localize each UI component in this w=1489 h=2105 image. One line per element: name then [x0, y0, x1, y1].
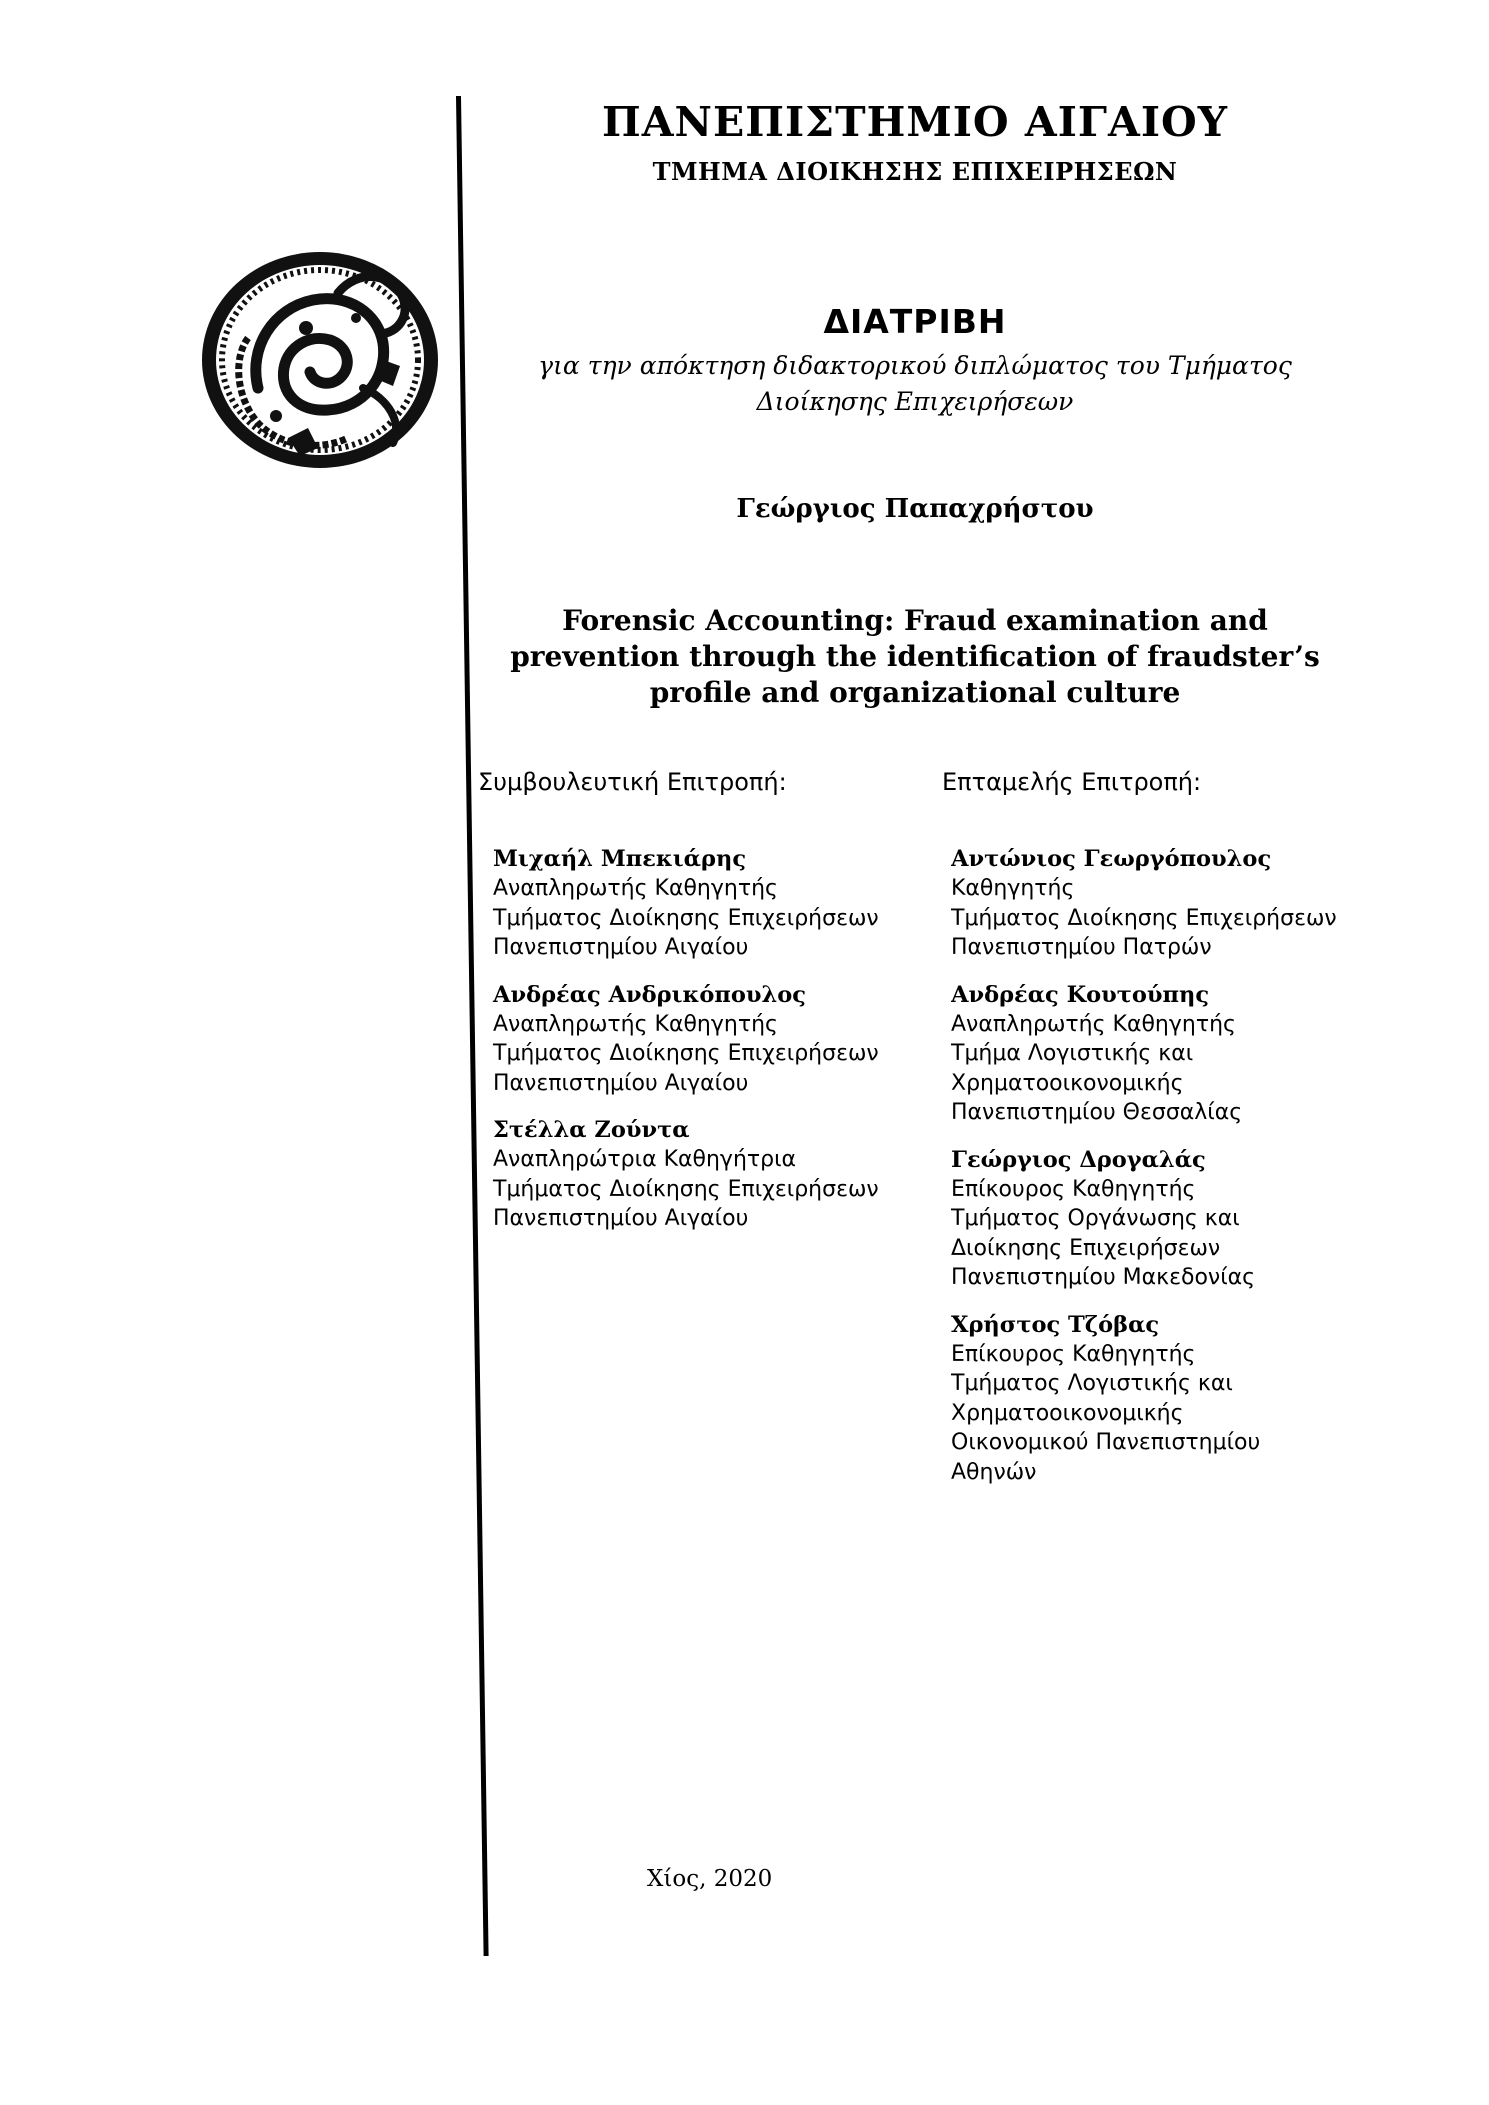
advisory-committee-list	[493, 845, 933, 1252]
member-name: Ανδρέας Κουτούπης	[951, 981, 1210, 1008]
member-title: Επίκουρος Καθηγητής	[951, 1341, 1196, 1367]
member-title: Αναπληρωτής Καθηγητής	[493, 876, 778, 901]
member-name: Αντώνιος Γεωργόπουλος	[951, 846, 1272, 872]
member-institution: Πανεπιστημίου Θεσσαλίας	[951, 1100, 1243, 1125]
author-name: Γεώργιος Παπαχρήστου	[736, 494, 1094, 524]
place-date: Χίος, 2020	[647, 1866, 773, 1892]
member-name: Μιχαήλ Μπεκιάρης	[493, 846, 747, 872]
member-name: Χρήστος Τζόβας	[951, 1311, 1160, 1338]
committee-member	[951, 981, 1361, 1128]
member-institution: Πανεπιστημίου Μακεδονίας	[951, 1265, 1256, 1290]
member-department: Χρηματοοικονομικής	[951, 1070, 1184, 1096]
thesis-purpose-line: Διοίκησης Επιχειρήσεων	[756, 387, 1074, 416]
thesis-title-line: profile and organizational culture	[649, 676, 1181, 709]
member-title: Καθηγητής	[951, 876, 1075, 901]
member-title: Επίκουρος Καθηγητής	[951, 1176, 1196, 1202]
member-institution: Πανεπιστημίου Αιγαίου	[493, 935, 749, 960]
thesis-title-line: prevention through the identification of fraudster’s	[510, 640, 1320, 673]
advisory-committee-label: Συμβουλευτική Επιτροπή:	[478, 768, 787, 796]
thesis-title-line: Forensic Accounting: Fraud examination and	[562, 604, 1268, 637]
member-department: Διοίκησης Επιχειρήσεων	[951, 1235, 1221, 1261]
member-department: Χρηματοοικονομικής	[951, 1400, 1184, 1426]
committee-member	[951, 845, 1361, 963]
committee-member	[951, 1146, 1361, 1293]
member-title: Αναπληρωτής Καθηγητής	[493, 1011, 778, 1037]
member-department: Τμήμα Λογιστικής και	[951, 1041, 1194, 1066]
examining-committee-label: Επταμελής Επιτροπή:	[942, 768, 1202, 796]
thesis-purpose	[470, 348, 1360, 420]
member-institution: Οικονομικού Πανεπιστημίου	[951, 1430, 1261, 1455]
committee-member	[493, 845, 933, 963]
committee-member	[493, 981, 933, 1099]
member-name: Γεώργιος Δρογαλάς	[951, 1146, 1206, 1173]
member-name: Στέλλα Ζούντα	[493, 1117, 690, 1143]
thesis-purpose-line: για την απόκτηση διδακτορικού διπλώματος του Τμήματος	[538, 351, 1292, 380]
member-department: Τμήματος Διοίκησης Επιχειρήσεων	[493, 905, 879, 931]
committee-member	[951, 1311, 1361, 1488]
member-title: Αναπληρώτρια Καθηγήτρια	[493, 1147, 797, 1172]
examining-committee-list	[951, 845, 1361, 1505]
member-institution: Πανεπιστημίου Αιγαίου	[493, 1070, 749, 1096]
member-department: Τμήματος Λογιστικής και	[951, 1371, 1233, 1396]
thesis-title	[470, 603, 1360, 711]
department-name: ΤΜΗΜΑ ΔΙΟΙΚΗΣΗΣ ΕΠΙΧΕΙΡΗΣΕΩΝ	[652, 157, 1178, 186]
university-name: ΠΑΝΕΠΙΣΤΗΜΙΟ ΑΙΓΑΙΟΥ	[601, 98, 1228, 146]
member-institution: Πανεπιστημίου Πατρών	[951, 935, 1212, 960]
member-department: Τμήματος Διοίκησης Επιχειρήσεων	[951, 905, 1337, 931]
member-department: Τμήματος Διοίκησης Επιχειρήσεων	[493, 1176, 879, 1202]
university-seal-logo	[188, 238, 450, 478]
member-title: Αναπληρωτής Καθηγητής	[951, 1011, 1236, 1037]
member-department: Τμήματος Διοίκησης Επιχειρήσεων	[493, 1041, 879, 1066]
member-institution: Πανεπιστημίου Αιγαίου	[493, 1206, 749, 1231]
member-name: Ανδρέας Ανδρικόπουλος	[493, 981, 806, 1008]
thesis-heading: ΔΙΑΤΡΙΒΗ	[823, 302, 1007, 341]
member-institution: Αθηνών	[951, 1459, 1037, 1485]
member-department: Τμήματος Οργάνωσης και	[951, 1206, 1240, 1231]
committee-member	[493, 1116, 933, 1234]
